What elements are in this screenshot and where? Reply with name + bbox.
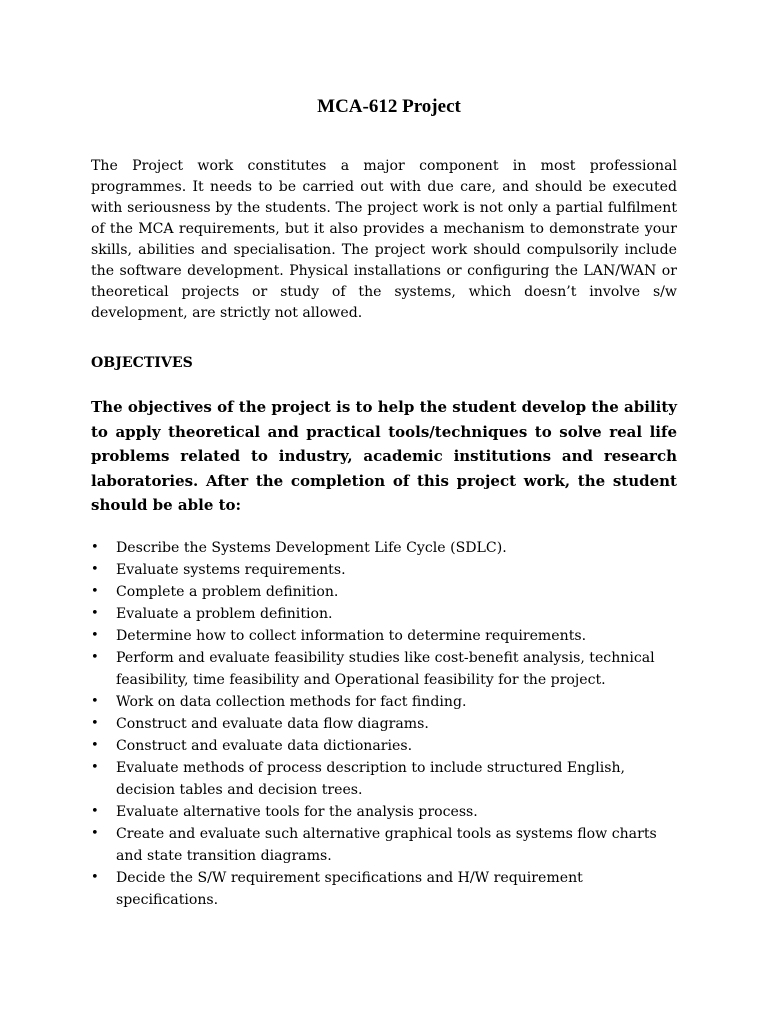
list-item-text: Evaluate alternative tools for the analysis process. bbox=[116, 803, 478, 820]
list-item-text: Construct and evaluate data flow diagrams. bbox=[116, 715, 429, 732]
list-item-text: Create and evaluate such alternative graphical tools as systems flow charts and state transition diagrams. bbox=[116, 825, 657, 864]
bullet-icon: • bbox=[91, 759, 99, 775]
bullet-icon: • bbox=[91, 869, 99, 885]
bullet-icon: • bbox=[91, 649, 99, 665]
objectives-list bbox=[91, 537, 677, 911]
list-item bbox=[91, 625, 677, 647]
list-item-text: Perform and evaluate feasibility studies like cost-benefit analysis, technical feasibility, time feasibility and Operational feasibility for the project. bbox=[116, 649, 655, 688]
list-item-text: Construct and evaluate data dictionaries. bbox=[116, 737, 413, 754]
bullet-icon: • bbox=[91, 737, 99, 753]
bullet-icon: • bbox=[91, 627, 99, 643]
objectives-heading: OBJECTIVES bbox=[91, 355, 193, 371]
bullet-icon: • bbox=[91, 539, 99, 555]
list-item bbox=[91, 713, 677, 735]
list-item bbox=[91, 603, 677, 625]
list-item bbox=[91, 559, 677, 581]
list-item bbox=[91, 735, 677, 757]
objectives-paragraph: The objectives of the project is to help the student develop the ability to apply theoretical and practical tools/techniques to solve real life problems related to industry, academic institutions and research laboratories. After the completion of this project work, the student should be able to: bbox=[91, 398, 677, 514]
document-page bbox=[91, 96, 677, 911]
page-title: MCA-612 Project bbox=[317, 96, 461, 117]
list-item-text: Evaluate a problem definition. bbox=[116, 605, 333, 622]
list-item-text: Decide the S/W requirement specifications and H/W requirement specifications. bbox=[116, 869, 583, 908]
bullet-icon: • bbox=[91, 803, 99, 819]
intro-paragraph: The Project work constitutes a major component in most professional programmes. It needs to be carried out with due care, and should be executed with seriousness by the students. The project work is not only a partial fulfilment of the MCA requirements, but it also provides a mechanism to demonstrate your skills, abilities and specialisation. The project work should compulsorily include the software development. Physical installations or configuring the LAN/WAN or theoretical projects or study of the systems, which doesn’t involve s/w development, are strictly not allowed. bbox=[91, 158, 677, 321]
list-item bbox=[91, 537, 677, 559]
bullet-icon: • bbox=[91, 715, 99, 731]
bullet-icon: • bbox=[91, 583, 99, 599]
list-item-text: Evaluate methods of process description to include structured English, decision tables and decision trees. bbox=[116, 759, 626, 798]
list-item-text: Complete a problem definition. bbox=[116, 583, 339, 600]
list-item bbox=[91, 691, 677, 713]
list-item bbox=[91, 801, 677, 823]
bullet-icon: • bbox=[91, 605, 99, 621]
list-item-text: Determine how to collect information to determine requirements. bbox=[116, 627, 587, 644]
bullet-icon: • bbox=[91, 693, 99, 709]
bullet-icon: • bbox=[91, 825, 99, 841]
list-item bbox=[91, 867, 677, 911]
list-item bbox=[91, 757, 677, 801]
list-item-text: Work on data collection methods for fact finding. bbox=[116, 693, 467, 710]
bullet-icon: • bbox=[91, 561, 99, 577]
list-item-text: Evaluate systems requirements. bbox=[116, 561, 346, 578]
list-item bbox=[91, 647, 677, 691]
list-item bbox=[91, 581, 677, 603]
list-item bbox=[91, 823, 677, 867]
list-item-text: Describe the Systems Development Life Cycle (SDLC). bbox=[116, 539, 507, 556]
